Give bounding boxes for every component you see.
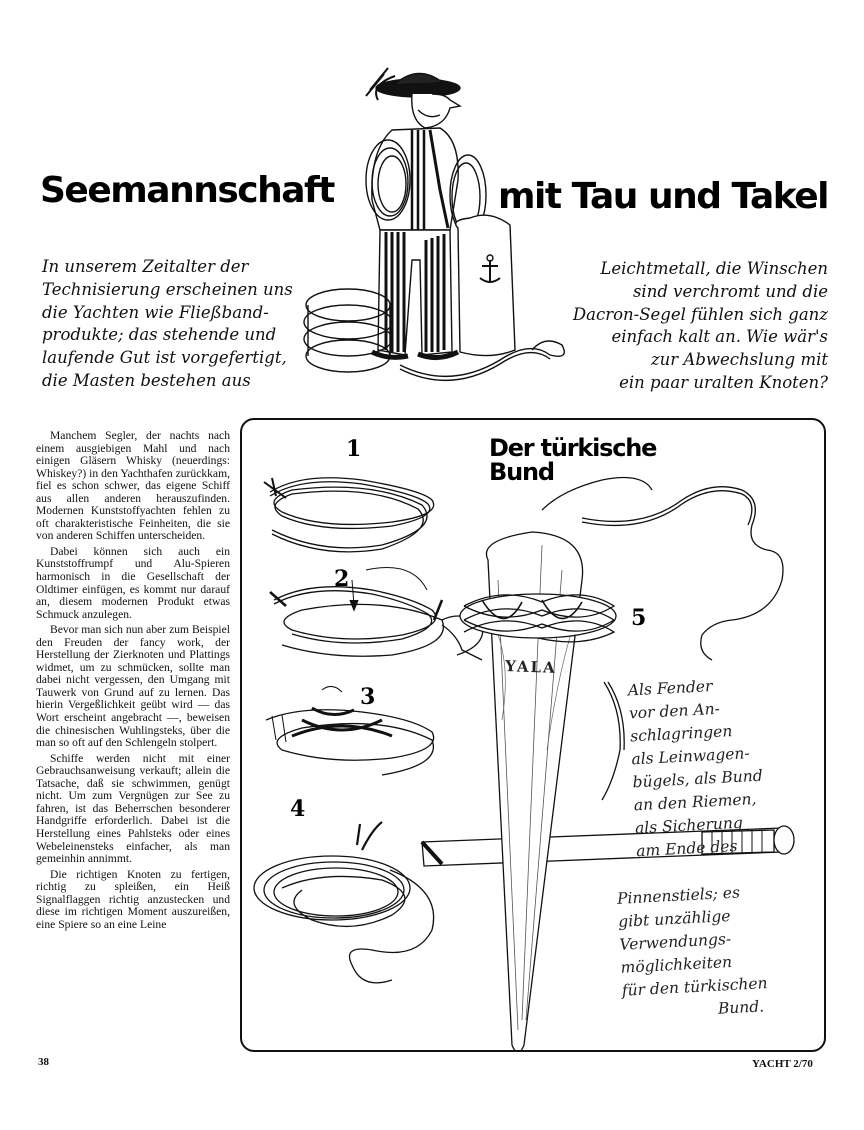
page-number: 38 (38, 1056, 49, 1068)
note-line: als Leinwagen- (630, 744, 751, 769)
step-number-2: 2 (334, 566, 350, 592)
intro-right-line: sind verchromt und die (632, 281, 828, 301)
fender-label: YALA (504, 657, 557, 677)
intro-left-line: In unserem Zeitalter der (42, 257, 249, 276)
step-number-3: 3 (360, 684, 376, 710)
note-line: schlagringen (629, 722, 733, 746)
title-left: Seemannschaft (40, 170, 334, 211)
intro-right-line: einfach kalt an. Wie wär's (611, 327, 828, 347)
body-column (36, 430, 230, 934)
intro-right (573, 258, 828, 395)
note-line: Pinnenstiels; es (616, 883, 741, 908)
note-tiller-uses (616, 880, 769, 1025)
note-line: vor den An- (628, 699, 721, 723)
note-line: am Ende des (635, 837, 738, 861)
note-line: Als Fender (627, 677, 713, 700)
body-paragraph: Bevor man sich nun aber zum Beispiel den Freuden der fancy work, der Herstellung der Zierknoten und Plattings widmet, um zu schmücken, sollte man dabei nicht vergessen, den Umgang mit Tauwerk von Grund auf zu lernen. Das hierin Vergeßlichkeit geübt wird — das Wort erscheint angebracht —, beweisen die chinesischen Wuhlingsteks, über die man so oft auf den Schlengeln stolpert. (36, 623, 230, 750)
intro-left-line: die Masten bestehen aus (42, 370, 251, 390)
note-fender-uses (627, 673, 767, 864)
note-line: für den türkischen (621, 974, 768, 1000)
intro-right-line: Leichtmetall, die Winschen (600, 259, 828, 278)
body-paragraph: Manchem Segler, der nachts nach einem ausgiebigen Mahl und nach einigen Gläsern Whisky (neuerdings: Whiskey?) in den Yachthafen zurückkam, fiel es schon schwer, das eigene Schiff aus allen anderen herauszufinden. Modernen Kunststoffyachten fehlen zu oft charakteristische Feinheiten, die sie von anderen Schiffen unterscheiden. (36, 429, 230, 543)
intro-left-line: laufende Gut ist vorgefertigt, (42, 348, 287, 368)
intro-left-line: produkte; das stehende und (42, 325, 277, 345)
intro-right-line: ein paar uralten Knoten? (619, 372, 828, 392)
note-line: gibt unzählige (617, 906, 731, 931)
note-line: als Sicherung (634, 813, 744, 838)
title-right: mit Tau und Takel (498, 176, 828, 217)
intro-left-line: Technisierung erscheinen uns (42, 279, 293, 299)
step-number-4: 4 (290, 796, 306, 822)
panel-subtitle-line: Der türkische (489, 434, 657, 462)
intro-left (42, 256, 293, 393)
note-line: bügels, als Bund (632, 766, 764, 792)
body-paragraph: Die richtigen Knoten zu fertigen, richtig zu spleißen, ein Heiß Signalflaggen richtig anzustecken und diese im richtigen Moment auszureißen, eine Spiere so an eine Leine (36, 867, 230, 931)
magazine-issue: YACHT 2/70 (752, 1058, 813, 1070)
body-paragraph: Schiffe werden nicht mit einer Gebrauchsanweisung verkauft; allein die Tatsache, daß sie schwimmen, genügt nicht. Um zum Vergnügen zur See zu fahren, ist das Beherrschen besonderer Handgriffe erforderlich. Dabei ist die Herstellung eines Pahlsteks oder eines Webeleinensteks einfacher, als man gemeinhin annimmt. (36, 751, 230, 866)
body-paragraph: Dabei können sich auch ein Kunststoffrumpf und Alu-Spieren harmonisch in die Gesellschaft der Oldtimer einfügen, es kommt nur darauf an, diesem modernen Produkt etwas Schmuck anzulegen. (36, 544, 230, 621)
intro-right-line: zur Abwechslung mit (650, 350, 828, 370)
note-line: Verwendungs- (619, 929, 732, 954)
note-line: Bund. (717, 997, 765, 1018)
note-line: an den Riemen, (633, 789, 757, 815)
panel-subtitle-line: Bund (489, 458, 554, 486)
intro-left-line: die Yachten wie Fließband- (42, 302, 269, 322)
step-number-5: 5 (631, 605, 647, 631)
step-number-1: 1 (346, 436, 362, 462)
sailor-illustration (300, 60, 580, 390)
intro-right-line: Dacron-Segel fühlen sich ganz (572, 304, 828, 324)
note-line: möglichkeiten (620, 952, 733, 977)
